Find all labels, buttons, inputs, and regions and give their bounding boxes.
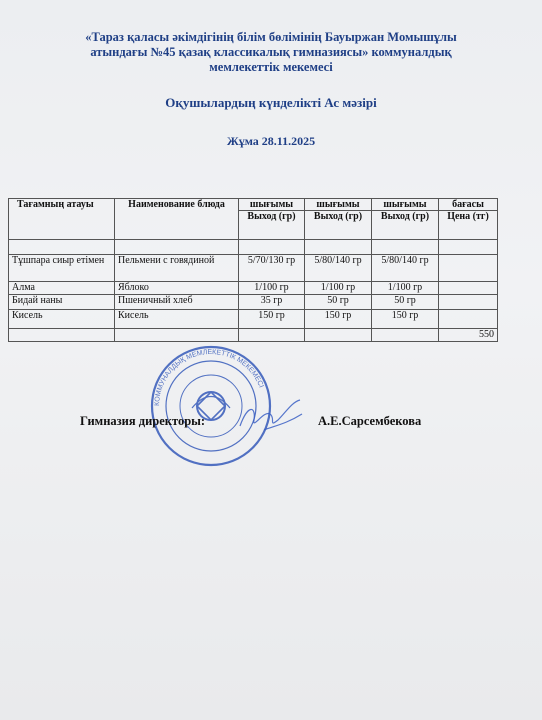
- cell-name-ru: Яблоко: [115, 282, 239, 295]
- col-header-output-3: [372, 199, 439, 240]
- table-row: [9, 310, 498, 329]
- stamp-text: КОММУНАЛДЫҚ МЕМЛЕКЕТТІК МЕКЕМЕСІ: [153, 348, 265, 407]
- director-name: А.Е.Сарсембекова: [318, 414, 422, 428]
- table-row: [9, 282, 498, 295]
- menu-date: Жұма 28.11.2025: [226, 134, 316, 148]
- col-header-output-2: [305, 199, 372, 240]
- cell-output-1: 35 гр: [239, 295, 305, 310]
- col-header-output-1-top: шығымы: [249, 199, 294, 210]
- cell-output-2: 150 гр: [305, 310, 372, 329]
- menu-title: Оқушылардың күнделікті Ас мәзірі: [165, 95, 377, 110]
- col-header-name-ru: Наименование блюда: [115, 199, 239, 240]
- col-header-output-1-bottom: Выход (гр): [239, 210, 304, 222]
- cell-name-kz: Алма: [9, 282, 115, 295]
- cell-output-1: 1/100 гр: [239, 282, 305, 295]
- col-header-output-3-bottom: Выход (гр): [372, 210, 438, 222]
- cell-output-2: 50 гр: [305, 295, 372, 310]
- col-header-price-bottom: Цена (тг): [439, 210, 497, 222]
- table-row: [9, 295, 498, 310]
- cell-output-3: 5/80/140 гр: [372, 255, 439, 282]
- director-signature: [234, 396, 306, 436]
- cell-name-ru: Пельмени с говядиной: [115, 255, 239, 282]
- col-header-name-kz: Тағамның атауы: [9, 199, 115, 240]
- col-header-price: [439, 199, 498, 240]
- cell-output-3: 1/100 гр: [372, 282, 439, 295]
- cell-output-3: 50 гр: [372, 295, 439, 310]
- cell-price: [439, 282, 498, 295]
- cell-name-ru: Пшеничный хлеб: [115, 295, 239, 310]
- header-line-2: атындағы №45 қазақ классикалық гимназиясы» коммуналдық: [90, 45, 452, 59]
- institution-header: [20, 30, 522, 75]
- menu-table: [8, 198, 498, 342]
- col-header-price-top: бағасы: [452, 199, 484, 210]
- cell-name-kz: Кисель: [9, 310, 115, 329]
- cell-output-3: 150 гр: [372, 310, 439, 329]
- col-header-output-2-top: шығымы: [316, 199, 360, 210]
- table-total-row: [9, 329, 498, 342]
- table-spacer-row: [9, 240, 498, 255]
- cell-name-kz: Тұшпара сиыр етімен: [9, 255, 115, 282]
- cell-output-2: 5/80/140 гр: [305, 255, 372, 282]
- header-line-1: «Тараз қаласы әкімдігінің білім бөлімінің Бауыржан Момышұлы: [85, 30, 457, 44]
- cell-price: [439, 295, 498, 310]
- table-row: [9, 255, 498, 282]
- header-line-3: мемлекеттік мекемесі: [209, 60, 333, 74]
- cell-name-kz: Бидай наны: [9, 295, 115, 310]
- cell-output-1: 5/70/130 гр: [239, 255, 305, 282]
- cell-price: [439, 310, 498, 329]
- total-price: 550: [439, 329, 498, 342]
- cell-price: [439, 255, 498, 282]
- table-header-row: [9, 199, 498, 240]
- col-header-output-2-bottom: Выход (гр): [305, 210, 371, 222]
- col-header-output-1: [239, 199, 305, 240]
- cell-output-1: 150 гр: [239, 310, 305, 329]
- col-header-output-3-top: шығымы: [383, 199, 427, 210]
- cell-name-ru: Кисель: [115, 310, 239, 329]
- cell-output-2: 1/100 гр: [305, 282, 372, 295]
- director-title: Гимназия директоры:: [80, 414, 206, 428]
